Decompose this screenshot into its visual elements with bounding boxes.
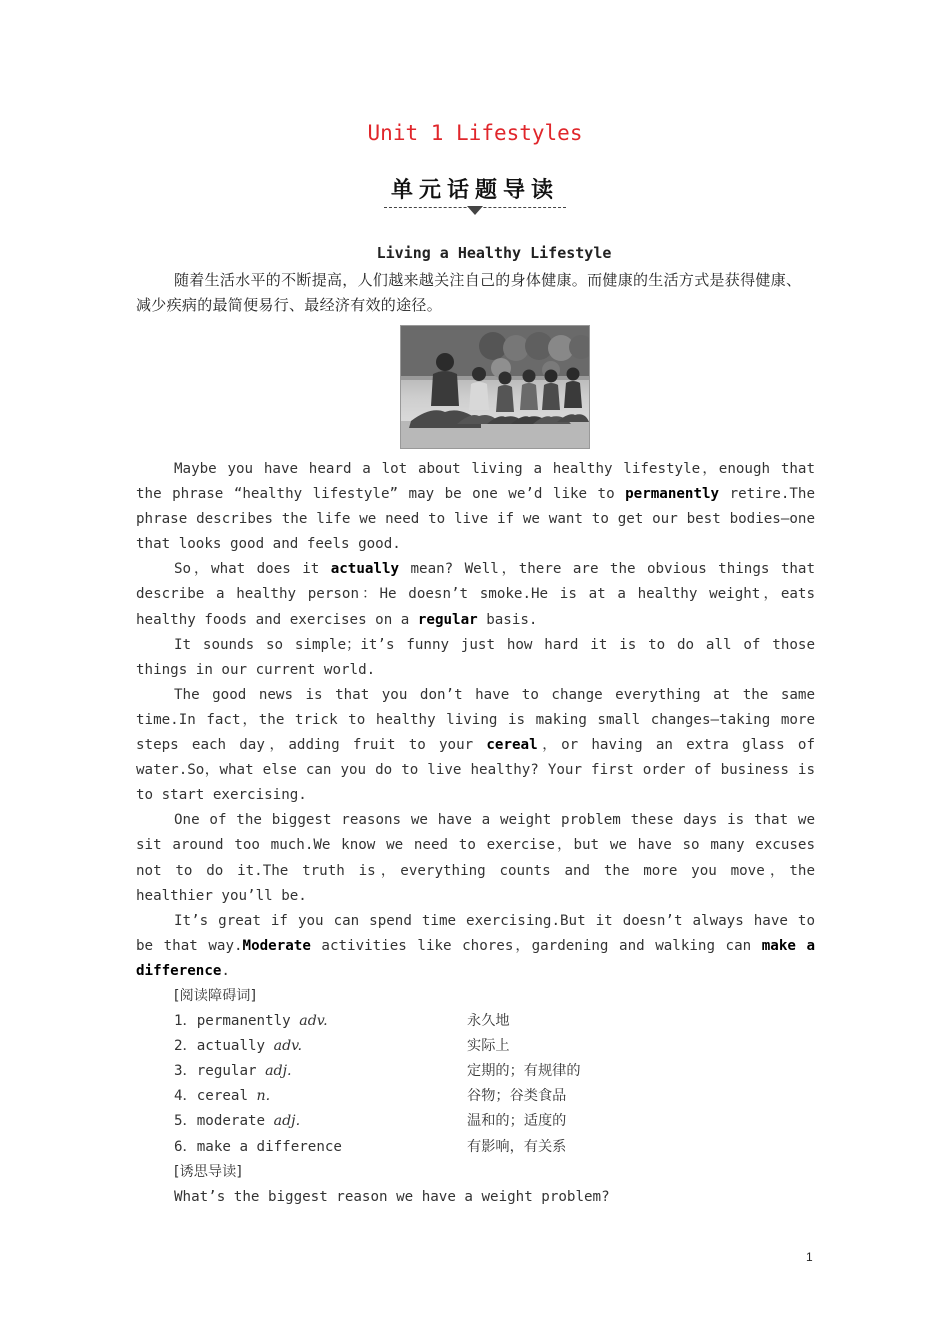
section-banner bbox=[384, 176, 566, 206]
article-title: Living a Healthy Lifestyle bbox=[376, 244, 612, 262]
paragraph-2: So，what does it actually mean? Well，there are the obvious things that describe a healthy person：He doesn’t smoke.He is at a healthy weight，eats healthy foods and exercises on a regular basis. bbox=[136, 561, 815, 628]
keyword-make-a-difference: make a difference bbox=[136, 937, 815, 979]
yoga-class-photo bbox=[400, 325, 590, 449]
guide-question: What’s the biggest reason we have a weight problem? bbox=[174, 1188, 610, 1205]
vocab-item: 3．regular adj. 定期的；有规律的 bbox=[174, 1063, 581, 1080]
paragraph-3: It sounds so simple；it’s funny just how hard it is to do all of those things in our current world. bbox=[136, 636, 815, 678]
vocab-item: 6．make a difference 有影响，有关系 bbox=[174, 1138, 567, 1155]
vocab-item: 4．cereal n. 谷物；谷类食品 bbox=[174, 1088, 567, 1105]
keyword-moderate: Moderate bbox=[242, 937, 311, 954]
unit-title: Unit 1 Lifestyles bbox=[367, 121, 583, 145]
yoga-class-illustration bbox=[401, 326, 589, 448]
vocab-label: [阅读障碍词] bbox=[174, 987, 257, 1004]
paragraph-4: The good news is that you don’t have to change everything at the same time.In fact，the trick to healthy living is making small changes—taking more steps each day，adding fruit to your cereal，or having an extra glass of water.So，what else can you do to live healthy? Your first order of business is to start exercising. bbox=[136, 686, 816, 804]
guide-label: [诱思导读] bbox=[174, 1163, 242, 1180]
paragraph-5: One of the biggest reasons we have a weight problem these days is that we sit around too much.We know we need to exercise，but we have so many excuses not to do it.The truth is，everything counts and the more you move，the healthier you’ll be. bbox=[136, 812, 815, 904]
article-body bbox=[136, 457, 815, 1210]
keyword-permanently: permanently bbox=[625, 486, 720, 503]
keyword-actually: actually bbox=[330, 561, 400, 578]
vocab-item: 2．actually adv. 实际上 bbox=[174, 1038, 510, 1055]
page-number: 1 bbox=[806, 1250, 813, 1264]
keyword-regular: regular bbox=[417, 611, 478, 628]
keyword-cereal: cereal bbox=[486, 737, 538, 754]
chinese-intro: 随着生活水平的不断提高，人们越来越关注自己的身体健康。而健康的生活方式是获得健康、减少疾病的最简便易行、最经济有效的途径。 bbox=[136, 271, 802, 314]
vocab-item: 1．permanently adv. 永久地 bbox=[174, 1013, 510, 1030]
banner-title: 单元话题导读 bbox=[390, 178, 559, 203]
vocab-list bbox=[136, 1009, 815, 1160]
paragraph-1: Maybe you have heard a lot about living a healthy lifestyle，enough that the phrase “healthy lifestyle” may be one we’d like to permanently retire.The phrase describes the life we need to live if we want to get our best bodies—one that looks good and feels good. bbox=[136, 461, 815, 553]
down-triangle-icon bbox=[467, 206, 483, 215]
paragraph-6: It’s great if you can spend time exercising.But it doesn’t always have to be that way.Moderate activities like chores，gardening and walking can make a difference. bbox=[136, 912, 815, 979]
vocab-item: 5．moderate adj. 温和的；适度的 bbox=[174, 1113, 567, 1130]
